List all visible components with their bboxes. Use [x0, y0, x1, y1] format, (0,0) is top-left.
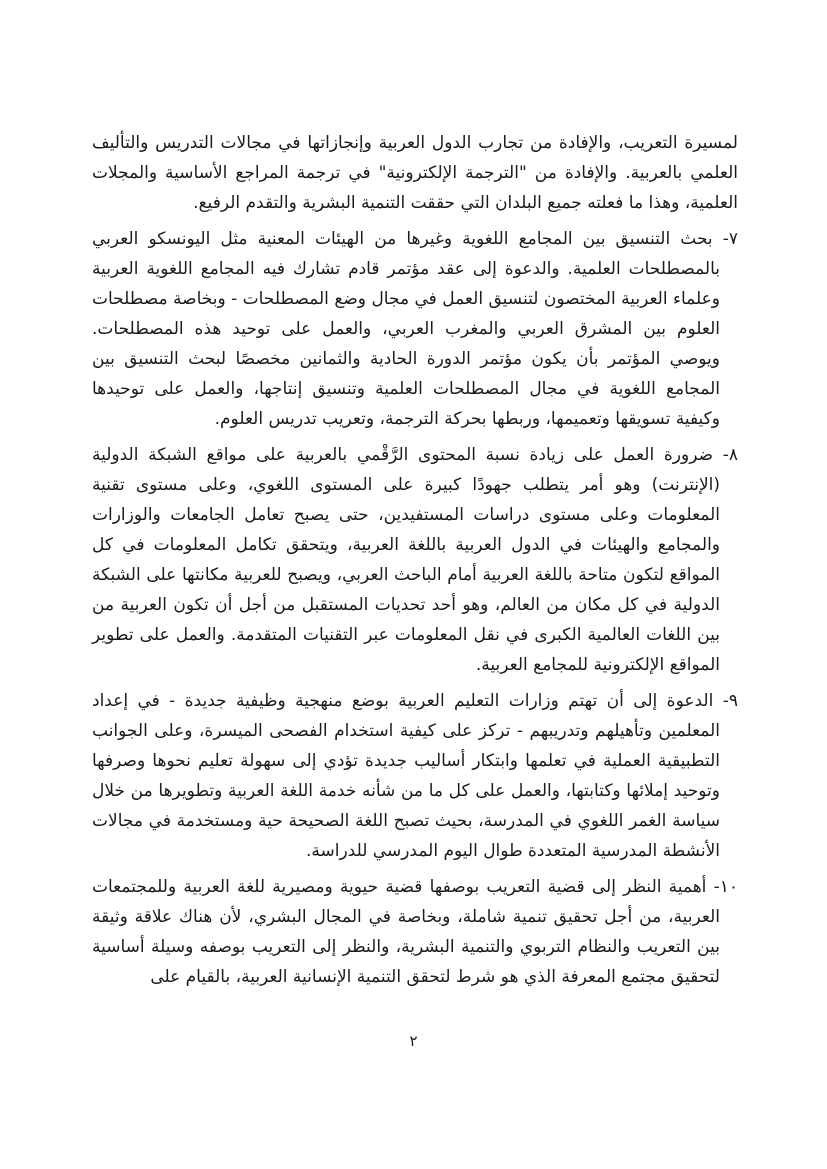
paragraph-text: بحث التنسيق بين المجامع اللغوية وغيرها من الهيئات المعنية مثل اليونسكو العربي بالمصطلحات العلمية. والدعوة إلى عقد مؤتمر قادم تشارك فيه المجامع اللغوية العربية وعلماء العربية المختصون لتنسيق العمل في مجال وضع المصطلحات - وبخاصة مصطلحات العلوم بين المشرق العربي والمغرب العربي، والعمل على توحيد هذه المصطلحات. ويوصي المؤتمر بأن يكون مؤتمر الدورة الحادية والثمانين مخصصًا لبحث التنسيق بين المجامع اللغوية في مجال المصطلحات العلمية وتنسيق إنتاجها، والعمل على توحيدها وكيفية تسويقها وتعميمها، وربطها بحركة الترجمة، وتعريب تدريس العلوم.: [92, 229, 720, 429]
paragraph-text: لمسيرة التعريب، والإفادة من تجارب الدول العربية وإنجازاتها في مجالات التدريس والتأليف العلمي بالعربية. والإفادة من "الترجمة الإلكترونية" في ترجمة المراجع الأساسية والمجلات العلمية، وهذا ما فعلته جميع البلدان التي حققت التنمية البشرية والتقدم الرفيع.: [92, 133, 738, 213]
paragraph-continuation: [92, 128, 738, 218]
item-number: ٧-: [722, 229, 739, 249]
paragraph-item-9: [92, 686, 738, 866]
page-number: ٢: [409, 1032, 418, 1050]
paragraph-text: الدعوة إلى أن تهتم وزارات التعليم العربية بوضع منهجية وظيفية جديدة - في إعداد المعلمين وتأهيلهم وتدريبهم - تركز على كيفية استخدام الفصحى الميسرة، وعلى الجوانب التطبيقية العملية في تعلمها وابتكار أساليب جديدة تؤدي إلى سهولة تعليم نحوها وصرفها وتوحيد إملائها وكتابتها، والعمل على كل ما من شأنه خدمة اللغة العربية وتطويرها من خلال سياسة الغمر اللغوي في المدرسة، بحيث تصبح اللغة الصحيحة حية ومستخدمة في مجالات الأنشطة المدرسية المتعددة طوال اليوم المدرسي للدراسة.: [92, 691, 720, 861]
paragraph-item-10: [92, 872, 738, 992]
paragraph-text: ضرورة العمل على زيادة نسبة المحتوى الرَّقْمي بالعربية على مواقع الشبكة الدولية (الإنترنت) وهو أمر يتطلب جهودًا كبيرة على المستوى اللغوي، وعلى مستوى تقنية المعلومات وعلى مستوى دراسات المستفيدين، حتى يصبح تعامل الجامعات والوزارات والمجامع والهيئات في الدول العربية باللغة العربية، ويتحقق تكامل المعلومات في كل المواقع لتكون متاحة باللغة العربية أمام الباحث العربي، ويصبح للعربية مكانتها على الشبكة الدولية في كل مكان من العالم، وهو أحد تحديات المستقبل من أجل أن تكون العربية من بين اللغات العالمية الكبرى في نقل المعلومات عبر التقنيات المتقدمة. والعمل على تطوير المواقع الإلكترونية للمجامع العربية.: [92, 445, 720, 675]
item-number: ٩-: [722, 691, 738, 711]
text-block: [92, 128, 738, 998]
paragraph-item-8: [92, 440, 738, 680]
paragraph-item-7: [92, 224, 738, 434]
paragraph-text: أهمية النظر إلى قضية التعريب بوصفها قضية حيوية ومصيرية للغة العربية وللمجتمعات العربية، من أجل تحقيق تنمية شاملة، وبخاصة في المجال البشري، لأن هناك علاقة وثيقة بين التعريب والنظام التربوي والتنمية البشرية، والنظر إلى التعريب بوصفه وسيلة أساسية لتحقيق مجتمع المعرفة الذي هو شرط لتحقق التنمية الإنسانية العربية، بالقيام على: [92, 877, 720, 987]
item-number: ١٠-: [713, 877, 738, 897]
item-number: ٨-: [722, 445, 738, 465]
